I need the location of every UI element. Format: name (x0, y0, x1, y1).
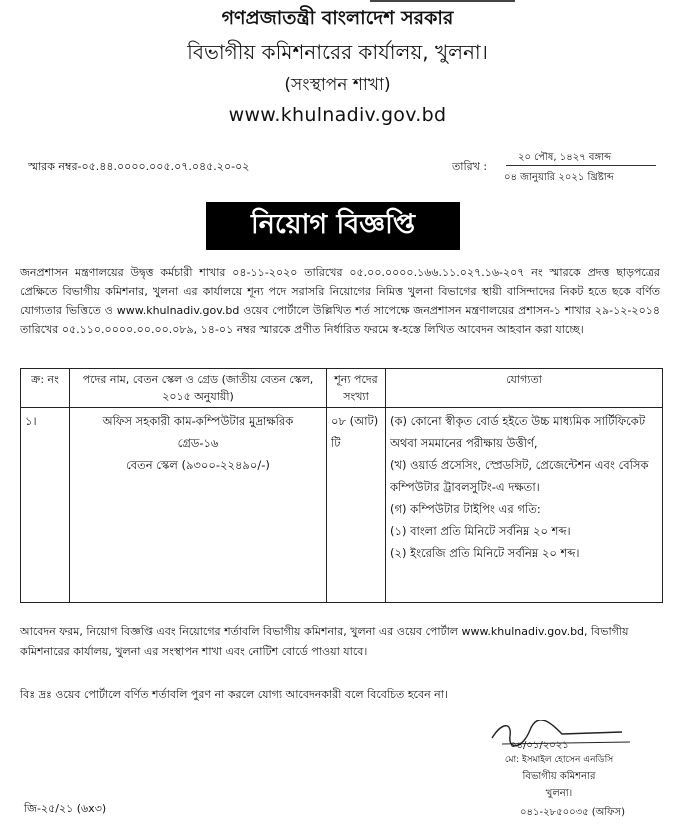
row-serial: ১। (21, 408, 70, 603)
signatory-designation: বিভাগীয় কমিশনার (522, 771, 596, 782)
date-label: তারিখ : (452, 160, 488, 173)
header-serial: ক্র: নং (21, 369, 70, 408)
table-header-row (21, 369, 663, 408)
signatory-place: খুলনা। (545, 788, 573, 799)
header-post: পদের নাম, বেতন স্কেল ও গ্রেড (জাতীয় বেতন স্কেল, ২০১৫ অনুযায়ী) (70, 369, 327, 408)
section-title: (সংস্থাপন শাখা) (284, 75, 391, 95)
application-info-paragraph: আবেদন ফরম, নিয়োগ বিজ্ঞপ্তি এবং নিয়োগের শর্তাবলি বিভাগীয় কমিশনার, খুলনা এর ওয়েব পোর্টাল www.khulnadiv.gov.bd, বিভাগীয় কমিশনারের কার্যালয়, খুলনা এর সংস্থাপন শাখা এবং নোটিশ বোর্ডে পাওয়া যাবে। (20, 625, 629, 658)
notice-title-banner: নিয়োগ বিজ্ঞপ্তি (206, 202, 460, 250)
intro-paragraph: জনপ্রশাসন মন্ত্রণালয়ের উদ্বৃত্ত কর্মচারী শাখার ০৪-১১-২০২০ তারিখের ০৫.০০.০০০০.১৬৬.১১.০২৭.১৬-২০৭ নং স্মারকে প্রদত্ত ছাড়পত্রের প্রেক্ষিতে বিভাগীয় কমিশনার, খুলনা এর কার্যালয়ে শূন্য পদে সরাসরি নিয়োগের নিমিত্ত খুলনা বিভাগের স্থায়ী বাসিন্দাদের নিকট হতে ছকে বর্ণিত যোগ্যতার ভিত্তিতে ও www.khulnadiv.gov.bd ওয়েব পোর্টালে উল্লিখিত শর্ত সাপেক্ষে জনপ্রশাসন মন্ত্রণালয়ের প্রশাসন-১ শাখার ২৯-১২-২০১৪ তারিখের ০৫.১১০.০০০০.০০.০০.০৮৯, ১৪-০১ নম্বর স্মারকে প্রণীত নির্ধারিত ফরমে স্ব-হস্তে লিখিত আবেদন আহবান করা যাচ্ছে। (20, 266, 660, 336)
top-edge-mark (370, 0, 515, 2)
signatory-name: মো: ইসমাইল হোসেন এনডিসি (504, 755, 614, 765)
post-grade: গ্রেড-১৬ (177, 436, 219, 450)
qualification-item: (গ) কম্পিউটার টাইপিং এর গতি: (390, 502, 541, 516)
header-qualification: যোগ্যতা (386, 369, 663, 408)
table-row (21, 408, 663, 603)
date-bangla: ২০ পৌষ, ১৪২৭ বঙ্গাব্দ (518, 152, 612, 163)
note-paragraph: বিঃ দ্রঃ ওয়েব পোর্টালে বর্ণিত শর্তাবলি পুরণ না করলে যোগ্য আবেদনকারী বলে বিবেচিত হবেন না। (20, 688, 448, 701)
date-english: ০৪ জানুয়ারি ২০২১ খ্রিষ্টাব্দ (504, 172, 614, 183)
qualification-item: (১) বাংলা প্রতি মিনিটে সর্বনিম্ন ২০ শব্দ। (390, 524, 571, 538)
row-vacancy: ০৮ (আট) টি (327, 408, 386, 603)
govt-title: গণপ্রজাতন্ত্রী বাংলাদেশ সরকার (221, 7, 454, 29)
recruitment-table (20, 368, 663, 603)
ad-code: জি-২৫/২১ (৬x৩) (24, 802, 107, 815)
website-link[interactable]: www.khulnadiv.gov.bd (228, 104, 447, 126)
date-divider (506, 165, 656, 166)
office-phone: ০৪১-২৮৫০০৩৫ (অফিস) (520, 807, 625, 818)
memo-number: স্মারক নম্বর-০৫.৪৪.০০০০.০০৫.০৭.০৪৫.২০-০২ (28, 160, 250, 173)
office-title: বিভাগীয় কমিশনারের কার্যালয়, খুলনা। (187, 40, 488, 64)
row-qualifications (386, 408, 663, 603)
qualification-item: (খ) ওয়ার্ড প্রসেসিং, স্প্রেডসিট, প্রেজেন্টেশন এবং বেসিক কম্পিউটার ট্রাবলসুটিং-এ দক্ষতা। (390, 458, 649, 494)
post-scale: বেতন স্কেল (৯৩০০-২২৪৯০/-) (126, 458, 270, 472)
post-name: অফিস সহকারী কাম-কম্পিউটার মুদ্রাক্ষরিক (102, 414, 294, 428)
qualification-item: (ক) কোনো স্বীকৃত বোর্ড হইতে উচ্চ মাধ্যমিক সার্টিফিকেট অথবা সমমানের পরীক্ষায় উত্তীর্ণ, (390, 414, 646, 450)
header-vacancy: শূন্য পদের সংখ্যা (327, 369, 386, 408)
row-post (70, 408, 327, 603)
signature-date: ০৪/০১/২০২১ (510, 740, 569, 751)
qualification-item: (২) ইংরেজি প্রতি মিনিটে সর্বনিম্ন ২০ শব্দ। (390, 546, 580, 560)
